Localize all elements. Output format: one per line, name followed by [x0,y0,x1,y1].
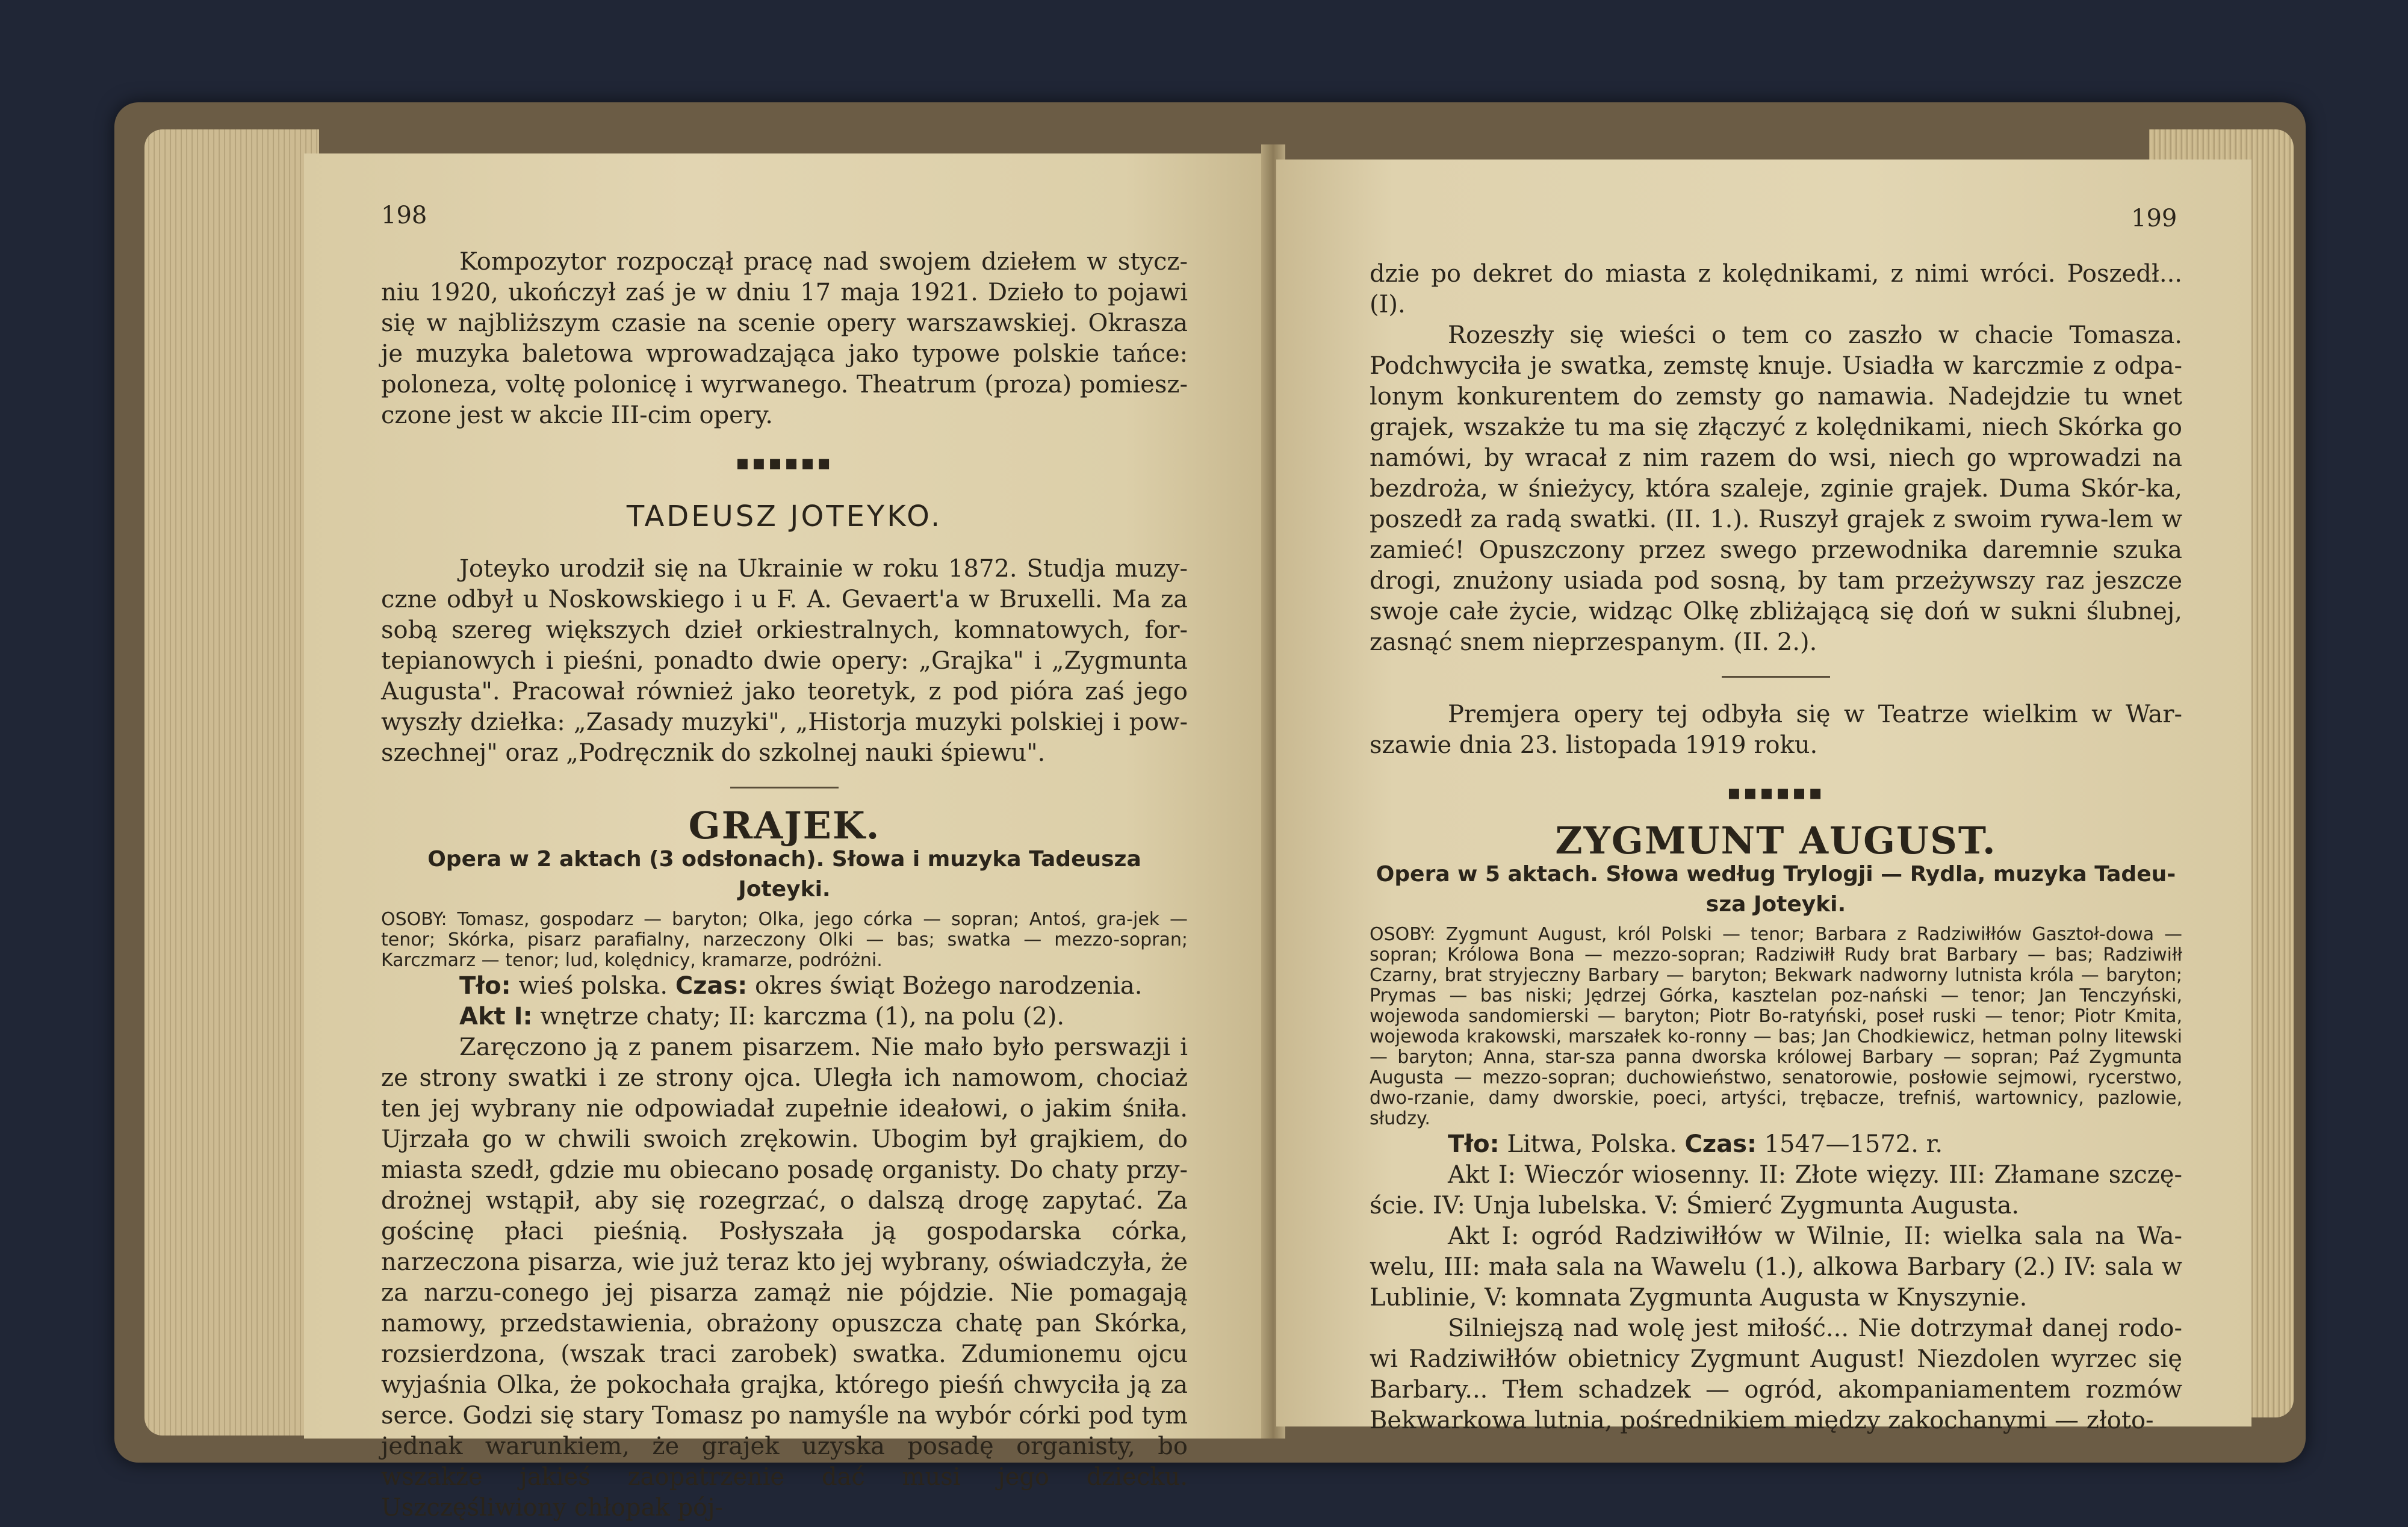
acts-value: wnętrze chaty; II: karczma (1), na polu (2). [540,1003,1065,1030]
left-column [381,247,1188,1523]
setting-line-right [1370,1129,2182,1160]
time-value: okres świąt Bożego narodzenia. [754,972,1143,1000]
premiere-paragraph: Premjera opery tej odbyła się w Teatrze wielkim w War-szawie dnia 23. listopada 1919 roku. [1370,701,2182,759]
opera-subtitle-grajek: Opera w 2 aktach (3 odsłonach). Słowa i muzyka Tadeusza Joteyki. [427,847,1141,902]
acts-summary: Akt I: Wieczór wiosenny. II: Złote więzy. III: Złamane szczę-ście. IV: Unja lubelska. V: Śmierć Zygmunta Augusta. [1370,1161,2182,1219]
story-continuation: dzie po dekret do miasta z kolędnikami, z nimi wróci. Poszedł... (I). [1370,260,2182,318]
opera-title-zygmunt: ZYGMUNT AUGUST. [1555,819,1997,863]
story-paragraph-zygmunt: Silniejszą nad wolę jest miłość... Nie dotrzymał danej rodo-wi Radziwiłłów obietnicy Zygmunt August! Niezdolen wyrzec się Barbary... Tłem schadzek — ogród, akompaniamentem rozmów Bekwarkowa lutnia, pośrednikiem między zakochanymi — złoto- [1370,1315,2182,1434]
page-edges-left [144,129,319,1436]
right-column [1370,259,2182,1436]
opera-subtitle-zygmunt: Opera w 5 aktach. Słowa według Trylogji — Rydla, muzyka Tadeu-sza Joteyki. [1376,862,2176,917]
separator-ornament-right: ▪▪▪▪▪▪ [1727,781,1825,805]
acts-places: Akt I: ogród Radziwiłłów w Wilnie, II: wielka sala na Wa-welu, III: mała sala na Wawelu (1.), alkowa Barbary (2.) IV: sala w Lublinie, V: komnata Zygmunta Augusta w Knyszynie. [1370,1222,2182,1312]
left-page [304,153,1270,1522]
acts-line [381,1002,1188,1032]
story-continuation-2: Rozeszły się wieści o tem co zaszło w chacie Tomasza. Podchwyciła je swatka, zemstę knuje. Usiadła w karczmie z odpa-lonym konkurentem do zemsty go namawia. Nadejdzie tu wnet grajek, wszakże tu ma się złączyć z kolędnikami, niech Skórka go namówi, by wracał z nim razem do wsi, niech go wprowadzi na bezdroża, w śnieżycy, która szaleje, zginie grajek. Duma Skór-ka, poszedł za radą swatki. (II. 1.). Ruszył grajek z swoim rywa-lem w zamieć! Opuszczony przez swego przewodnika daremnie szuka drogi, znużony usiada pod sosną, by tam przeżywszy raz jeszcze swoje całe życie, widząc Olkę zbliżającą się doń w sukni ślubnej, zasnąć snem nieprzespanym. (II. 2.). [1370,321,2182,656]
time-label-right: Czas: [1684,1130,1757,1158]
persons-list-zygmunt: OSOBY: Zygmunt August, król Polski — tenor; Barbara z Radziwiłłów Gasztoł-dowa — sopran; Królowa Bona — mezzo-sopran; Radziwiłł Rudy brat Barbary — bas; Radziwiłł Czarny, brat stryjeczny Barbary — baryton; Bekwark nadworny lutnista króla — baryton; Prymas — bas niski; Jędrzej Górka, kasztelan poz-nański — tenor; Jan Tenczyński, wojewoda sandomierski — baryton; Piotr Bo-ratyński, poseł ruski — tenor; Piotr Kmita, wojewoda krakowski, marszałek ko-ronny — bas; Jan Chodkiewicz, hetman polny litewski — baryton; Anna, star-sza panna dworska królowej Barbary — sopran; Paź Zygmunta Augusta — mezzo-sopran; duchowieństwo, senatorowie, posłowie sejmowi, rycerstwo, dwo-rzanie, damy dworskie, poeci, artyści, trębacze, trefniś, wartownicy, pazlowie, słudzy. [1370,924,2182,1129]
setting-label: Tło: [459,972,511,1000]
setting-value-right: Litwa, Polska. [1507,1130,1677,1158]
time-label: Czas: [675,972,748,1000]
story-paragraph-grajek: Zaręczono ją z panem pisarzem. Nie mało było perswazji i ze strony swatki i ze strony ojca. Uległa ich namowom, chociaż ten jej wybrany nie odpowiadał zupełnie ideałowi, o jakim śniła. Ujrzała go w chwili swoich zrękowin. Ubogim był grajkiem, do miasta szedł, gdzie mu obiecano posadę organisty. Do chaty przy-drożnej wstąpił, aby się rozegrzać, o dalszą drogę zapytać. Za gościnę płaci pieśnią. Posłyszała ją gospodarska córka, narzeczona pisarza, wie już teraz kto jej wybrany, oświadczyła, że za narzu-conego jej pisarza zamąż nie pójdzie. Nie pomagają namowy, przedstawienia, obrażony opuszcza chatę pan Skórka, rozsierdzona, (wszak traci zarobek) swatka. Zdumionemu ojcu wyjaśnia Olka, że pokochała grajka, którego pieśń chwyciła ją za serce. Godzi się stary Tomasz po namyśle na wybór córki pod tym jednak warunkiem, że grajek uzyska posadę organisty, bo wszakże jakieś zaopatrzenie dać musi jego dziecku. Uszczęśliwiony chłopak pój- [381,1033,1188,1522]
author-heading: TADEUSZ JOTEYKO. [626,500,943,533]
intro-paragraph: Kompozytor rozpoczął pracę nad swojem dziełem w stycz-niu 1920, ukończył zaś je w dniu 17 maja 1921. Dzieło to pojawi się w najbliższym czasie na scenie opery warszawskiej. Okrasza je muzyka baletowa wprowadzająca jako typowe polskie tańce: poloneza, voltę polonicę i wyrwanego. Theatrum (proza) pomiesz-czone jest w akcie III-cim opery. [381,248,1188,429]
separator-ornament: ▪▪▪▪▪▪ [735,451,834,475]
page-number-right: 199 [2131,205,2177,232]
acts-label: Akt I: [459,1003,533,1030]
page-number-left: 198 [381,202,427,229]
divider-rule [730,787,839,788]
divider-rule-right [1722,676,1830,678]
bio-paragraph: Joteyko urodził się na Ukrainie w roku 1872. Studja muzy-czne odbył u Noskowskiego i u F. A. Gevaert'a w Bruxelli. Ma za sobą szereg większych dzieł orkiestralnych, komnatowych, for-tepianowych i pieśni, ponadto dwie opery: „Grajka" i „Zygmunta Augusta". Pracował również jako teoretyk, z pod pióra zaś jego wyszły dziełka: „Zasady muzyki", „Historja muzyki polskiej i pow-szechnej" oraz „Podręcznik do szkolnej nauki śpiewu". [381,555,1188,767]
persons-list-grajek: OSOBY: Tomasz, gospodarz — baryton; Olka, jego córka — sopran; Antoś, gra-jek — tenor; Skórka, pisarz parafialny, narzeczony Olki — bas; swatka — mezzo-sopran; Karczmarz — tenor; lud, kolędnicy, kramarze, podróżni. [381,909,1188,971]
setting-line [381,971,1188,1002]
time-value-right: 1547—1572. r. [1764,1130,1943,1158]
setting-label-right: Tło: [1448,1130,1500,1158]
opera-title-grajek: GRAJEK. [688,804,881,847]
right-page [1276,160,2251,1434]
setting-value: wieś polska. [518,972,668,1000]
